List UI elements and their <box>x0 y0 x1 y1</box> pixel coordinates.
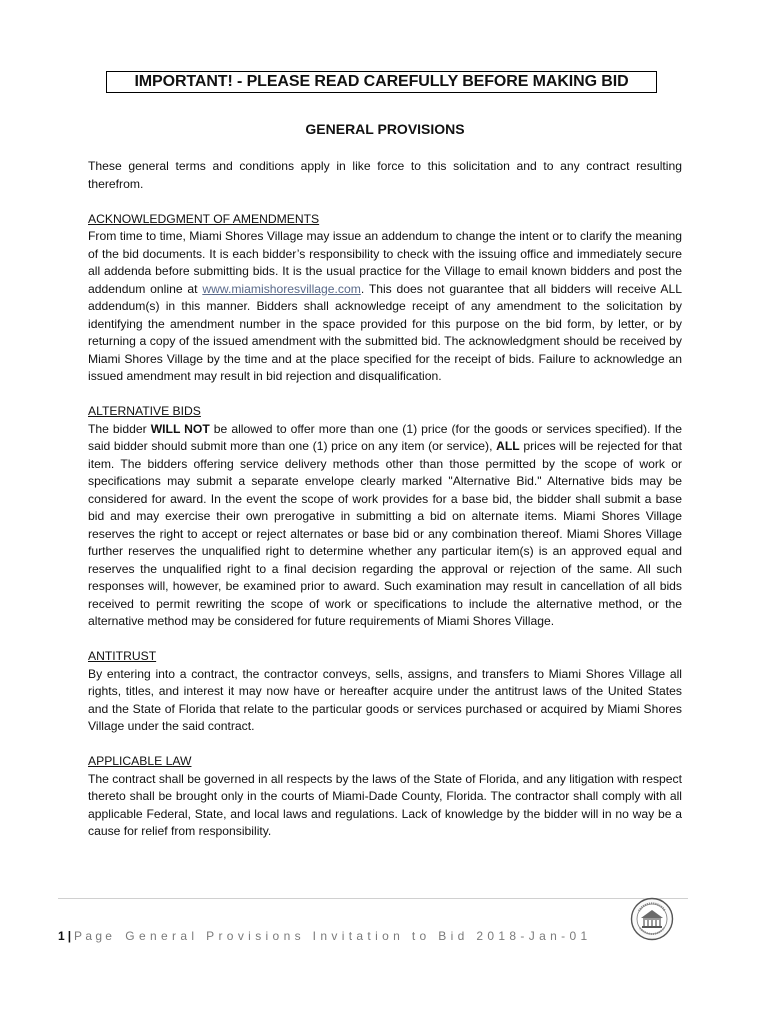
alt-bids-emphasis-will-not: WILL NOT <box>150 421 210 436</box>
antitrust-text: By entering into a contract, the contractor conveys, sells, assigns, and transfers to Miami Shores Village all rights, titles, and interest it may now have or hereafter acquire under the antitrust laws of the United States and the State of Florida that relate to the particular goods or services purchased or acquired by Miami Shores Village under the said contract. <box>88 666 682 733</box>
document-body <box>88 158 682 858</box>
alt-bids-text-1: The bidder <box>88 421 151 436</box>
section-heading-alternative-bids: ALTERNATIVE BIDS <box>88 404 201 418</box>
page-title: GENERAL PROVISIONS <box>305 121 465 137</box>
section-antitrust <box>88 648 682 736</box>
alt-bids-text-3: prices will be rejected for that item. The bidders offering service delivery methods other than those permitted by the scope of work or specifications may submit a separate envelope clearly marked "Alternative Bid." Alternative bids may be considered for award. In the event the scope of work provides for a base bid, the bidder shall submit a base bid and may exercise their own prerogative in submitting a bid on alternate items. Miami Shores Village reserves the right to accept or reject alternates or base bid or any combination thereof. Miami Shores Village further reserves the unqualified right to determine whether any particular item(s) is an approved equal and reserves the unqualified right to a final decision regarding the approval or rejection of the same. All such responses will, however, be examined prior to award. Such examination may result in cancellation of all bids received to permit rewriting the scope of work or specifications to include the alternative method, or the alternative method may be considered for future requirements of Miami Shores Village. <box>88 439 682 628</box>
footer-divider <box>58 898 688 899</box>
alt-bids-text-2: be allowed to offer more than one (1) price (for the goods or services specified). If the said bidder should submit more than one (1) price on any item (or service), <box>88 421 683 453</box>
section-heading-applicable-law: APPLICABLE LAW <box>88 754 192 768</box>
footer-separator: | <box>67 929 72 943</box>
section-heading-antitrust: ANTITRUST <box>88 649 157 663</box>
footer-document-title: General Provisions Invitation to Bid 2018-Jan-01 <box>125 929 592 943</box>
page-number: 1 <box>58 929 65 943</box>
amendments-text-1: From time to time, Miami Shores Village may issue an addendum to change the intent or to clarify the meaning of the bid documents. It is each bidder’s responsibility to check with the issuing office and immediately secure all addenda before submitting bids. It is the usual practice for the Village to email known bidders and post the addendum online at <box>88 229 682 296</box>
important-banner: IMPORTANT! - PLEASE READ CAREFULLY BEFORE MAKING BID <box>106 71 657 93</box>
alt-bids-emphasis-all: ALL <box>496 439 520 453</box>
section-amendments <box>88 211 682 386</box>
amendments-text-2: . This does not guarantee that all bidders will receive ALL addendum(s) in this manner. Bidders shall acknowledge receipt of any amendment to the solicitation by identifying the amendment number in the space provided for this purpose on the bid form, by letter, or by returning a copy of the issued amendment with the submitted bid. The acknowledgment should be received by Miami Shores Village by the time and at the place specified for the receipt of bids. Failure to acknowledge an issued amendment may result in bid rejection and disqualification. <box>88 281 682 383</box>
village-website-link[interactable]: www.miamishoresvillage.com <box>202 281 361 296</box>
section-applicable-law <box>88 753 682 841</box>
intro-paragraph: These general terms and conditions apply in like force to this solicitation and to any contract resulting therefrom. <box>88 159 682 191</box>
page-label: Page <box>74 929 116 943</box>
section-heading-amendments: ACKNOWLEDGMENT OF AMENDMENTS <box>88 211 320 226</box>
page-footer <box>58 929 592 943</box>
section-alternative-bids <box>88 403 682 631</box>
village-seal-icon <box>630 897 674 941</box>
applicable-law-text: The contract shall be governed in all respects by the laws of the State of Florida, and any litigation with respect thereto shall be brought only in the courts of Miami-Dade County, Florida. The contractor shall comply with all applicable Federal, State, and local laws and regulations. Lack of knowledge by the bidder will in no way be a cause for relief from responsibility. <box>88 771 682 838</box>
